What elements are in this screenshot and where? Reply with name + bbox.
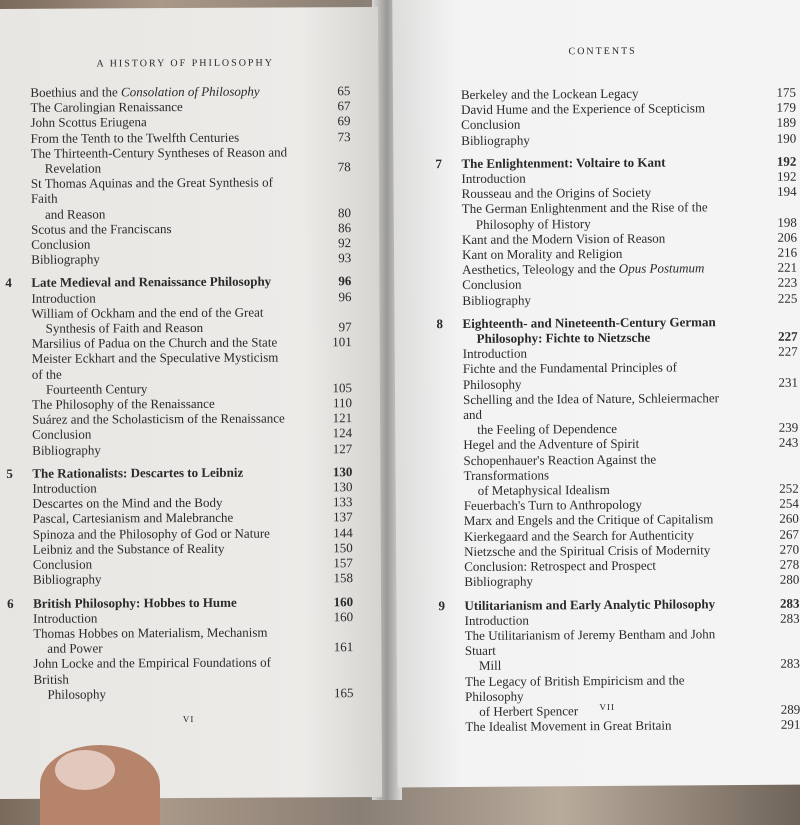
- chapter-number: 5: [6, 465, 13, 481]
- entry-title-text: The Carolingian Renaissance: [30, 99, 183, 116]
- entry-title: [33, 624, 323, 656]
- page-ref: 192: [776, 168, 797, 184]
- entry-title: [31, 274, 321, 291]
- entry-title-continuation: Mill: [478, 658, 502, 674]
- page-ref: 216: [777, 244, 798, 260]
- page-ref: 157: [333, 555, 353, 571]
- entry-title-text: Bibliography: [32, 442, 101, 458]
- toc-entry: [33, 510, 353, 527]
- toc-entry: [33, 555, 353, 572]
- page-ref: 252: [779, 480, 799, 496]
- entry-title-text: The Philosophy of the Renaissance: [31, 395, 215, 412]
- entry-title-text: The Idealist Movement in Great Britain: [465, 717, 672, 735]
- toc-entry: [31, 144, 351, 176]
- entry-title-text: Aesthetics, Teleology and the: [462, 261, 619, 278]
- entry-title: [31, 220, 321, 237]
- entry-title-text: Utilitarianism and Early Analytic Philosophy: [464, 595, 716, 613]
- entry-title-text: Nietzsche and the Spiritual Crisis of Modernity: [464, 542, 711, 559]
- entry-title-text: David Hume and the Experience of Scepticism: [460, 100, 706, 118]
- toc-entry: [32, 334, 352, 351]
- chapter-heading: [5, 273, 352, 291]
- toc-entry: [32, 426, 352, 443]
- entry-title: [465, 626, 770, 674]
- entry-title-italic: Opus Postumum: [618, 260, 705, 277]
- toc-entry: [30, 83, 350, 100]
- entry-title: [32, 464, 322, 481]
- page-ref: 165: [333, 684, 354, 700]
- entry-title-text: Late Medieval and Renaissance Philosophy: [31, 273, 272, 291]
- entry-title-text: Bibliography: [462, 292, 532, 308]
- page-ref: 124: [332, 425, 353, 441]
- entry-title: [32, 350, 322, 397]
- entry-title: [31, 144, 321, 176]
- entry-title-text: Introduction: [33, 610, 98, 626]
- entry-title-text: Scotus and the Franciscans: [31, 220, 172, 237]
- entry-title: [31, 235, 321, 252]
- entry-title-text: Schelling and the Idea of Nature, Schleiermacher and: [463, 390, 720, 423]
- chapter-heading: [436, 313, 798, 346]
- chapter-number: 9: [438, 597, 446, 613]
- entry-title-text: Fichte and the Fundamental Principles of Philosophy: [462, 359, 677, 392]
- page-ref: 198: [777, 214, 797, 230]
- page-ref: 67: [337, 98, 351, 114]
- toc-entry: [32, 410, 352, 427]
- entry-title: [32, 335, 322, 352]
- page-ref: 127: [332, 440, 353, 456]
- page-ref: 283: [780, 610, 800, 626]
- chapter-number: 8: [436, 315, 444, 332]
- toc-entry: [33, 654, 353, 701]
- page-ref: 206: [777, 229, 797, 245]
- page-ref: 192: [776, 153, 797, 169]
- entry-title-text: Feuerbach's Turn to Anthropology: [463, 497, 643, 514]
- entry-title-text: Introduction: [32, 480, 97, 496]
- toc-entry: [461, 130, 796, 148]
- entry-title: [32, 395, 322, 412]
- entry-title-text: From the Tenth to the Twelfth Centuries: [30, 129, 240, 146]
- entry-title-text: Bibliography: [461, 132, 530, 148]
- page-ref: 160: [333, 593, 354, 609]
- entry-title: [462, 314, 767, 347]
- entry-title: [33, 525, 323, 542]
- entry-title-text: Kant on Morality and Religion: [461, 245, 623, 263]
- entry-title: [32, 411, 322, 428]
- entry-title-text: Suárez and the Scholasticism of the Renaissance: [32, 410, 285, 428]
- page-ref: 194: [777, 183, 797, 200]
- entry-title: [463, 359, 768, 392]
- entry-title-text: Kierkegaard and the Search for Authenticity: [463, 527, 694, 544]
- entry-title: [33, 655, 323, 702]
- right-page: [392, 0, 800, 787]
- entry-title-text: Introduction: [462, 345, 528, 362]
- page-ref: 278: [779, 556, 800, 572]
- entry-title: [31, 289, 321, 306]
- toc-list: [5, 83, 354, 702]
- entry-title: [33, 555, 323, 572]
- toc-entry: [32, 479, 352, 496]
- toc-list: [435, 84, 800, 735]
- running-head: CONTENTS: [568, 45, 637, 58]
- page-ref: 223: [777, 275, 798, 291]
- page-ref: 137: [333, 509, 353, 525]
- toc-entry: [465, 717, 800, 735]
- page-ref: 221: [777, 259, 798, 276]
- entry-title-text: John Scottus Eriugena: [30, 114, 147, 131]
- entry-title-continuation: Fourteenth Century: [45, 381, 148, 397]
- entry-title-continuation: Revelation: [44, 160, 102, 176]
- page-ref: 121: [332, 410, 353, 426]
- entry-title-text: Bibliography: [32, 571, 102, 588]
- entry-title-text: The Legacy of British Empiricism and the Philosophy: [464, 671, 685, 704]
- entry-title-text: The Utilitarianism of Jeremy Bentham and John Stuart: [464, 626, 716, 659]
- toc-entry: [33, 525, 353, 542]
- page-ref: 179: [776, 99, 797, 115]
- entry-title: [31, 304, 321, 336]
- entry-title-text: British Philosophy: Hobbes to Hume: [33, 594, 237, 611]
- toc-entry: [33, 609, 353, 626]
- entry-title-continuation: of Metaphysical Idealism: [477, 482, 610, 498]
- entry-title-text: Thomas Hobbes on Materialism, Mechanism: [33, 624, 268, 641]
- toc-entry: [462, 199, 797, 232]
- entry-title-text: Boethius and the: [30, 84, 122, 100]
- toc-entry: [32, 494, 352, 511]
- page-ref: 254: [779, 495, 799, 512]
- toc-entry: [31, 174, 351, 221]
- page-ref: 97: [338, 319, 352, 335]
- entry-title-continuation: Philosophy: Fichte to Nietzsche: [476, 329, 651, 346]
- entry-title: [32, 426, 322, 443]
- entry-title-text: Conclusion: [32, 426, 92, 443]
- page-ref: 231: [778, 374, 798, 390]
- entry-title: [31, 175, 321, 222]
- entry-title: [30, 83, 320, 100]
- entry-title: [33, 540, 323, 557]
- toc-entry: [463, 359, 798, 392]
- entry-title: [464, 572, 769, 589]
- page-ref: 86: [338, 219, 352, 236]
- toc-entry: [30, 114, 350, 131]
- entry-title: [31, 251, 321, 268]
- page-number: VI: [182, 713, 195, 725]
- entry-title: [461, 130, 766, 147]
- page-ref: 96: [338, 273, 352, 289]
- entry-title: [32, 441, 322, 458]
- page-ref: 270: [779, 541, 800, 557]
- entry-title-text: Eighteenth- and Nineteenth-Century German: [462, 314, 716, 331]
- entry-title-continuation: the Feeling of Dependence: [477, 421, 618, 438]
- page-ref: 130: [332, 479, 353, 495]
- toc-entry: [464, 572, 799, 590]
- entry-title-text: Leibniz and the Substance of Reality: [32, 540, 225, 557]
- entry-title-text: Conclusion: [461, 116, 521, 133]
- toc-entry: [32, 395, 352, 412]
- page-ref: 93: [338, 250, 352, 266]
- entry-title-italic: Consolation of Philosophy: [120, 83, 260, 100]
- entry-title: [463, 451, 768, 499]
- entry-title-continuation: and Reason: [44, 206, 106, 222]
- entry-title-text: Marsilius of Padua on the Church and the State: [31, 334, 278, 352]
- page-ref: 78: [337, 159, 351, 175]
- page-ref: 291: [780, 716, 800, 732]
- page-ref: 289: [780, 701, 800, 717]
- toc-entry: [31, 304, 351, 336]
- entry-title: [463, 390, 768, 438]
- toc-entry: [32, 441, 352, 458]
- entry-title: [30, 114, 320, 131]
- entry-title-text: The Enlightenment: Voltaire to Kant: [461, 154, 666, 171]
- page-ref: 283: [779, 595, 800, 611]
- chapter-heading: [6, 464, 353, 481]
- page-ref: 225: [777, 290, 798, 306]
- entry-title-continuation: of Herbert Spencer: [479, 703, 579, 719]
- toc-entry: [31, 129, 351, 146]
- page-ref: 160: [333, 608, 354, 624]
- page-ref: 133: [332, 494, 353, 510]
- page-ref: 105: [332, 379, 352, 396]
- page-ref: 161: [333, 639, 354, 655]
- toc-entry: [463, 390, 798, 438]
- page-ref: 101: [332, 334, 352, 350]
- page-ref: 175: [776, 84, 796, 100]
- page-ref: 96: [338, 288, 352, 304]
- thumbnail: [55, 750, 115, 790]
- entry-title-continuation: and Power: [47, 640, 103, 656]
- page-ref: 267: [779, 526, 800, 542]
- left-page: [0, 7, 382, 799]
- entry-title-text: The Rationalists: Descartes to Leibniz: [32, 464, 244, 481]
- entry-title: [33, 510, 323, 527]
- page-ref: 80: [337, 204, 352, 220]
- toc-entry: [465, 626, 800, 674]
- page-ref: 243: [778, 435, 799, 451]
- entry-title-text: John Locke and the Empirical Foundations of British: [33, 654, 271, 687]
- page-ref: 65: [337, 83, 351, 99]
- toc-entry: [32, 350, 352, 397]
- entry-title: [32, 495, 322, 512]
- page-ref: 189: [776, 115, 797, 131]
- entry-title-continuation: Synthesis of Faith and Reason: [45, 319, 204, 336]
- entry-title-text: Schopenhauer's Reaction Against the Transformations: [463, 451, 657, 483]
- toc-entry: [462, 290, 797, 308]
- entry-title-text: Spinoza and the Philosophy of God or Nature: [32, 525, 270, 542]
- page-number: VII: [599, 701, 615, 713]
- page-ref: 158: [333, 570, 353, 586]
- entry-title-continuation: Philosophy: [47, 686, 107, 702]
- chapter-number: 7: [435, 155, 442, 171]
- entry-title-text: The Thirteenth-Century Syntheses of Reason and: [30, 144, 288, 161]
- page-ref: 280: [779, 571, 800, 588]
- page-ref: 190: [776, 130, 797, 146]
- chapter-number: 4: [5, 275, 12, 291]
- page-ref: 92: [338, 235, 352, 251]
- toc-entry: [31, 289, 351, 306]
- entry-title-text: Pascal, Cartesianism and Malebranche: [32, 510, 234, 527]
- entry-title: [33, 594, 323, 611]
- page-ref: 227: [778, 343, 798, 360]
- entry-title: [33, 571, 323, 588]
- entry-title: [465, 717, 770, 734]
- page-ref: 144: [333, 524, 353, 540]
- entry-title-text: Introduction: [464, 612, 529, 628]
- page-ref: 110: [332, 395, 353, 411]
- entry-title: [30, 99, 320, 116]
- entry-title: [33, 609, 323, 626]
- entry-title-text: Meister Eckhart and the Speculative Mysticism of the: [31, 349, 279, 382]
- toc-entry: [33, 624, 353, 656]
- entry-title-text: Kant and the Modern Vision of Reason: [461, 230, 666, 247]
- entry-title-text: Rousseau and the Origins of Society: [461, 184, 652, 202]
- entry-title-text: Descartes on the Mind and the Body: [32, 495, 223, 512]
- toc-entry: [33, 570, 353, 587]
- entry-title-text: Conclusion: Retrospect and Prospect: [464, 557, 656, 575]
- toc-entry: [31, 250, 351, 267]
- toc-entry: [30, 98, 350, 115]
- entry-title-text: Conclusion: [462, 277, 522, 293]
- entry-title: [462, 291, 767, 308]
- entry-title-text: William of Ockham and the end of the Great: [31, 304, 264, 321]
- entry-title-text: Berkeley and the Lockean Legacy: [460, 85, 639, 102]
- entry-title-text: Marx and Engels and the Critique of Capitalism: [463, 511, 714, 529]
- entry-title-text: Bibliography: [31, 251, 100, 268]
- page-ref: 73: [337, 128, 351, 144]
- entry-title: [32, 479, 322, 496]
- entry-title-text: Bibliography: [464, 573, 533, 590]
- entry-title-text: Conclusion: [31, 236, 91, 252]
- page-ref: 130: [332, 464, 353, 480]
- running-head: A HISTORY OF PHILOSOPHY: [96, 57, 274, 70]
- toc-entry: [33, 540, 353, 557]
- toc-entry: [31, 220, 351, 237]
- page-ref: 69: [337, 113, 351, 129]
- entry-title: [31, 129, 321, 146]
- chapter-number: 6: [7, 595, 14, 611]
- chapter-heading: [7, 593, 354, 611]
- entry-title: [462, 199, 767, 232]
- entry-title-continuation: Philosophy of History: [475, 215, 591, 232]
- page-ref: 283: [780, 655, 800, 672]
- entry-title-text: Hegel and the Adventure of Spirit: [463, 436, 640, 453]
- page-ref: 227: [778, 328, 798, 344]
- page-ref: 150: [333, 540, 353, 556]
- entry-title-text: Introduction: [31, 290, 96, 306]
- page-ref: 260: [779, 511, 799, 527]
- toc-entry: [31, 235, 351, 252]
- entry-title-text: St Thomas Aquinas and the Great Synthesis of Faith: [30, 174, 273, 207]
- toc-entry: [463, 450, 798, 498]
- entry-title-text: Introduction: [461, 170, 526, 187]
- page-ref: 239: [778, 419, 799, 436]
- entry-title-text: Conclusion: [32, 556, 93, 572]
- entry-title-text: The German Enlightenment and the Rise of the: [461, 199, 708, 217]
